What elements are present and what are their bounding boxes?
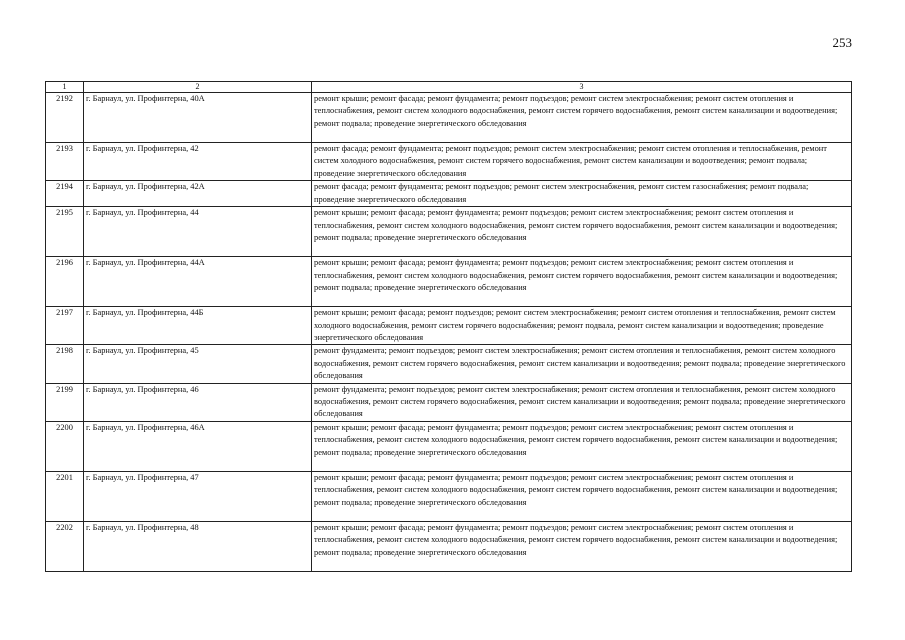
header-col-number: 1 — [46, 82, 84, 93]
table-row — [46, 143, 852, 181]
works-table — [45, 81, 852, 572]
row-works: ремонт фундамента; ремонт подъездов; ремонт систем электроснабжения; ремонт систем отопления и теплоснабжения, ремонт систем холодного водоснабжения, ремонт систем горячего водоснабжения, ремонт систем канализации и водоотведения; ремонт подвала; проведение энергетического обследования — [312, 345, 852, 383]
row-address: г. Барнаул, ул. Профинтерна, 44Б — [84, 307, 312, 345]
row-address: г. Барнаул, ул. Профинтерна, 44А — [84, 257, 312, 307]
table-row — [46, 257, 852, 307]
row-works: ремонт крыши; ремонт фасада; ремонт фундамента; ремонт подъездов; ремонт систем электроснабжения; ремонт систем отопления и теплоснабжения, ремонт систем холодного водоснабжения, ремонт систем горячего водоснабжения, ремонт систем канализации и водоотведения; ремонт подвала; проведение энергетического обследования — [312, 521, 852, 571]
row-number: 2200 — [46, 421, 84, 471]
row-number: 2198 — [46, 345, 84, 383]
row-address: г. Барнаул, ул. Профинтерна, 46 — [84, 383, 312, 421]
row-address: г. Барнаул, ул. Профинтерна, 40А — [84, 93, 312, 143]
row-works: ремонт фасада; ремонт фундамента; ремонт подъездов; ремонт систем электроснабжения; ремонт систем отопления и теплоснабжения, ремонт систем холодного водоснабжения, ремонт систем горячего водоснабжения, ремонт систем канализации и водоотведения; ремонт подвала; проведение энергетического обследования — [312, 143, 852, 181]
table-row — [46, 383, 852, 421]
row-works: ремонт крыши; ремонт фасада; ремонт фундамента; ремонт подъездов; ремонт систем электроснабжения; ремонт систем отопления и теплоснабжения, ремонт систем холодного водоснабжения, ремонт систем горячего водоснабжения, ремонт систем канализации и водоотведения; ремонт подвала; проведение энергетического обследования — [312, 93, 852, 143]
page-number: 253 — [832, 35, 852, 50]
table-row — [46, 93, 852, 143]
row-works: ремонт крыши; ремонт фасада; ремонт фундамента; ремонт подъездов; ремонт систем электроснабжения; ремонт систем отопления и теплоснабжения, ремонт систем холодного водоснабжения, ремонт систем горячего водоснабжения, ремонт систем канализации и водоотведения; ремонт подвала; проведение энергетического обследования — [312, 421, 852, 471]
table-row — [46, 181, 852, 207]
row-works: ремонт фасада; ремонт фундамента; ремонт подъездов; ремонт систем электроснабжения, ремонт систем газоснабжения; ремонт подвала; проведение энергетического обследования — [312, 181, 852, 207]
table-row — [46, 471, 852, 521]
table-row — [46, 421, 852, 471]
table-row — [46, 345, 852, 383]
row-number: 2199 — [46, 383, 84, 421]
table-row — [46, 521, 852, 571]
header-row — [46, 82, 852, 93]
row-address: г. Барнаул, ул. Профинтерна, 48 — [84, 521, 312, 571]
row-works: ремонт фундамента; ремонт подъездов; ремонт систем электроснабжения; ремонт систем отопления и теплоснабжения, ремонт систем холодного водоснабжения, ремонт систем горячего водоснабжения, ремонт систем канализации и водоотведения; ремонт подвала; проведение энергетического обследования — [312, 383, 852, 421]
table-row — [46, 307, 852, 345]
row-address: г. Барнаул, ул. Профинтерна, 46А — [84, 421, 312, 471]
row-address: г. Барнаул, ул. Профинтерна, 42 — [84, 143, 312, 181]
header-col-address: 2 — [84, 82, 312, 93]
row-number: 2195 — [46, 207, 84, 257]
row-number: 2201 — [46, 471, 84, 521]
row-works: ремонт крыши; ремонт фасада; ремонт фундамента; ремонт подъездов; ремонт систем электроснабжения; ремонт систем отопления и теплоснабжения, ремонт систем холодного водоснабжения, ремонт систем горячего водоснабжения, ремонт систем канализации и водоотведения; ремонт подвала; проведение энергетического обследования — [312, 471, 852, 521]
row-works: ремонт крыши; ремонт фасада; ремонт подъездов; ремонт систем электроснабжения; ремонт систем отопления и теплоснабжения, ремонт систем холодного водоснабжения, ремонт систем горячего водоснабжения; ремонт подвала, ремонт систем канализации и водоотведения; проведение энергетического обследования — [312, 307, 852, 345]
row-number: 2197 — [46, 307, 84, 345]
row-number: 2194 — [46, 181, 84, 207]
row-number: 2193 — [46, 143, 84, 181]
row-address: г. Барнаул, ул. Профинтерна, 47 — [84, 471, 312, 521]
header-col-works: 3 — [312, 82, 852, 93]
table-row — [46, 207, 852, 257]
row-address: г. Барнаул, ул. Профинтерна, 44 — [84, 207, 312, 257]
row-number: 2196 — [46, 257, 84, 307]
row-address: г. Барнаул, ул. Профинтерна, 42А — [84, 181, 312, 207]
row-works: ремонт крыши; ремонт фасада; ремонт фундамента; ремонт подъездов; ремонт систем электроснабжения; ремонт систем отопления и теплоснабжения, ремонт систем холодного водоснабжения, ремонт систем горячего водоснабжения, ремонт систем канализации и водоотведения; ремонт подвала; проведение энергетического обследования — [312, 257, 852, 307]
row-number: 2202 — [46, 521, 84, 571]
row-works: ремонт крыши; ремонт фасада; ремонт фундамента; ремонт подъездов; ремонт систем электроснабжения; ремонт систем отопления и теплоснабжения, ремонт систем холодного водоснабжения, ремонт систем горячего водоснабжения, ремонт систем канализации и водоотведения; ремонт подвала; проведение энергетического обследования — [312, 207, 852, 257]
row-address: г. Барнаул, ул. Профинтерна, 45 — [84, 345, 312, 383]
row-number: 2192 — [46, 93, 84, 143]
